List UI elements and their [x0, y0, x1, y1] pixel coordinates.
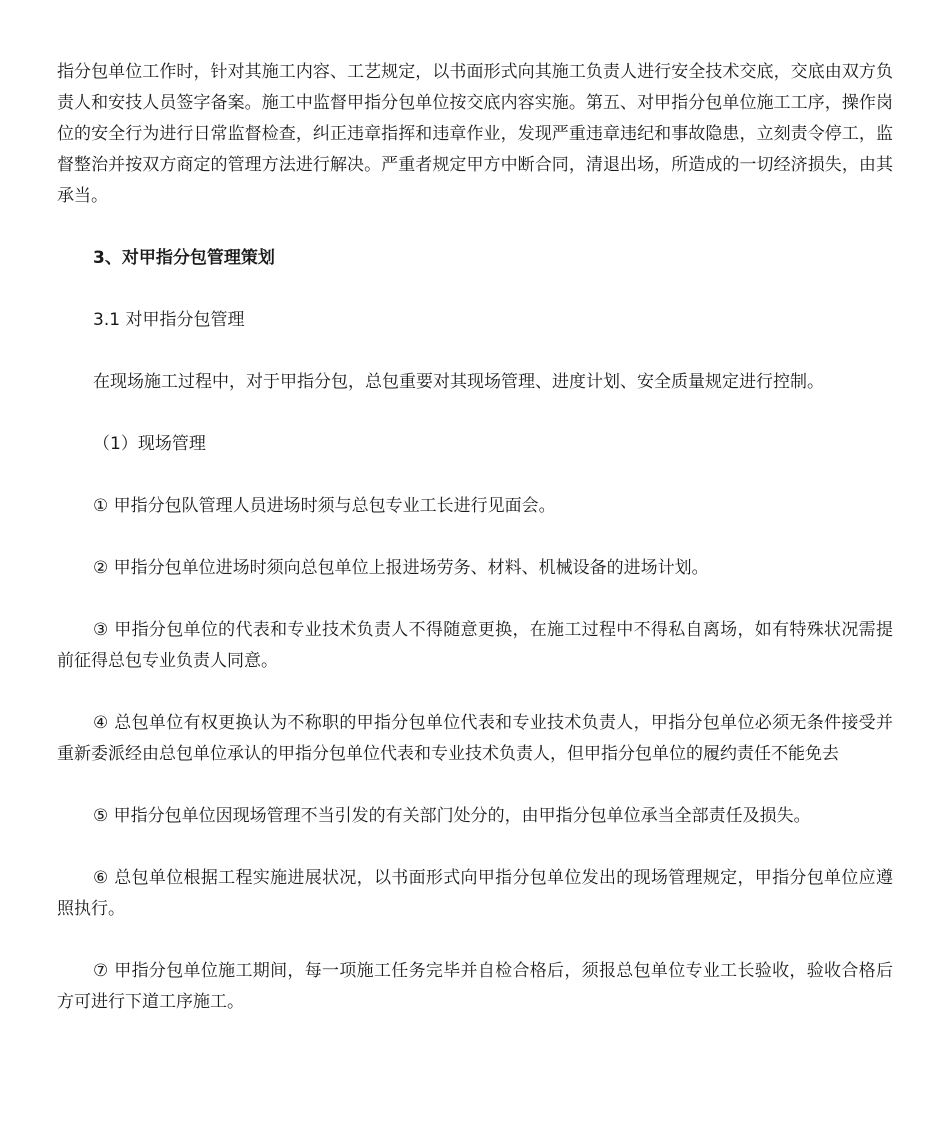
subsection-intro: 在现场施工过程中，对于甲指分包，总包重要对其现场管理、进度计划、安全质量规定进行控制。	[93, 372, 824, 392]
document-page	[57, 57, 893, 1018]
list-item: ④ 总包单位有权更换认为不称职的甲指分包单位代表和专业技术负责人，甲指分包单位必须无条件接受并重新委派经由总包单位承认的甲指分包单位代表和专业技术负责人，但甲指分包单位的履约责任不能免去	[57, 713, 893, 764]
item-heading-site-management: （1）现场管理	[93, 434, 206, 454]
intro-paragraph: 指分包单位工作时，针对其施工内容、工艺规定，以书面形式向其施工负责人进行安全技术交底，交底由双方负责人和安技人员签字备案。施工中监督甲指分包单位按交底内容实施。第五、对甲指分包单位施工工序，操作岗位的安全行为进行日常监督检查，纠正违章指挥和违章作业，发现严重违章违纪和事故隐患，立刻责令停工，监督整治并按双方商定的管理方法进行解决。严重者规定甲方中断合同，清退出场，所造成的一切经济损失，由其承当。	[57, 62, 893, 206]
list-item: ⑦ 甲指分包单位施工期间，每一项施工任务完毕并自检合格后，须报总包单位专业工长验收，验收合格后方可进行下道工序施工。	[57, 961, 893, 1012]
list-item: ③ 甲指分包单位的代表和专业技术负责人不得随意更换，在施工过程中不得私自离场，如有特殊状况需提前征得总包专业负责人同意。	[57, 620, 893, 671]
list-item: ⑥ 总包单位根据工程实施进展状况，以书面形式向甲指分包单位发出的现场管理规定，甲指分包单位应遵照执行。	[57, 868, 893, 919]
subsection-heading: 3.1 对甲指分包管理	[93, 310, 245, 330]
list-item: ① 甲指分包队管理人员进场时须与总包专业工长进行见面会。	[93, 496, 556, 516]
list-item: ⑤ 甲指分包单位因现场管理不当引发的有关部门处分的，由甲指分包单位承当全部责任及损失。	[93, 806, 811, 826]
list-item: ② 甲指分包单位进场时须向总包单位上报进场劳务、材料、机械设备的进场计划。	[93, 558, 709, 578]
section-heading: 3、对甲指分包管理策划	[93, 248, 275, 268]
